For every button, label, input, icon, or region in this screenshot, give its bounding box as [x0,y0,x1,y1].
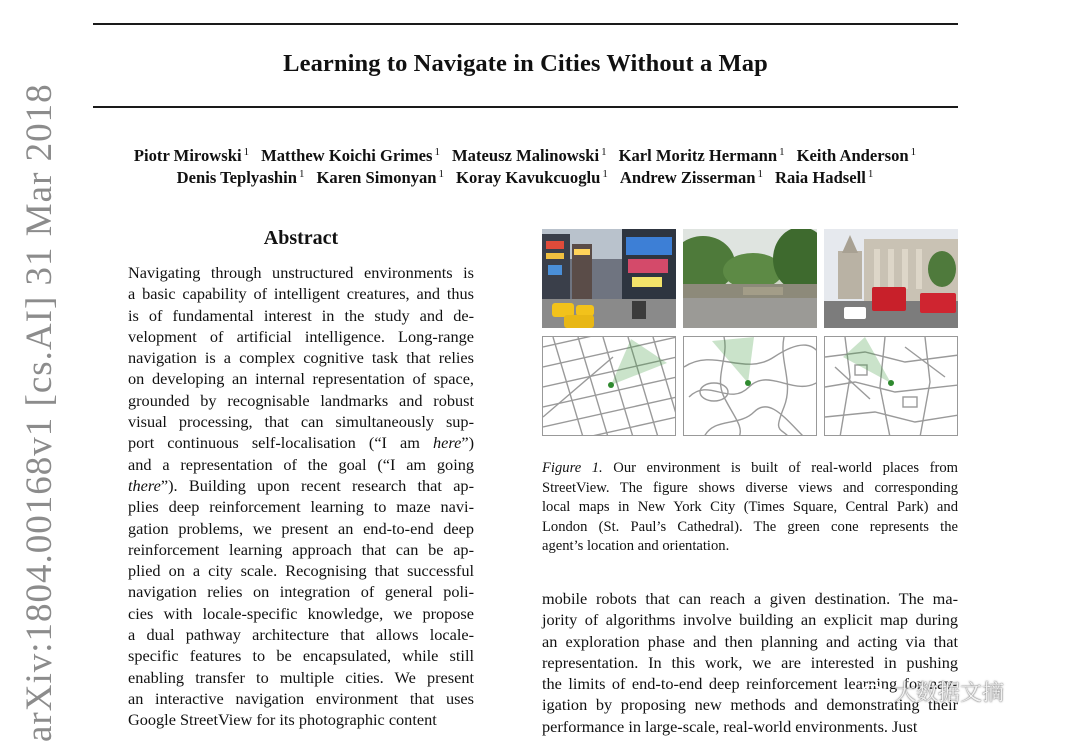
author-name [797,146,917,165]
text-line: a dual pathway architecture that allows locale- [128,625,474,645]
caption-line [542,459,958,479]
text-line: plied on a city scale. Recognising that successful [128,561,474,581]
text-line: visual processing, that can simultaneously sup- [128,412,474,432]
text-line: navigation relies on integration of general poli- [128,582,474,602]
caption-line: agent’s location and orientation. [542,538,730,554]
times-square-photo [542,229,676,328]
author-name-text: Keith Anderson [796,146,909,165]
author-name-text: Piotr Mirowski [133,146,242,165]
affiliation-marker: 1 [438,168,445,180]
caption-line: local maps in New York City (Times Square, Central Park) and [542,499,958,515]
top-rule [93,23,958,25]
arxiv-identifier[interactable]: arXiv:1804.00168v1 [cs.AI] 31 Mar 2018 [19,83,60,742]
author-name-text: Andrew Zisserman [619,168,756,187]
text-line: and a representation of the goal (“I am going [128,454,474,474]
watermark-text: 大数据文摘 [894,681,1005,706]
text-line: enabling transfer to multiple cities. We present [128,667,474,687]
central-park-photo [683,229,817,328]
paper-title: Learning to Navigate in Cities Without a Map [283,50,768,77]
text-line: the limits of end-to-end deep reinforcement learning for nav- [542,674,958,694]
times-square-map [542,336,676,436]
central-park-map [683,336,817,436]
text-line: there”). Building upon recent research that ap- [128,475,474,495]
abstract-text [128,262,474,731]
wechat-watermark [862,676,1004,707]
affiliation-marker: 1 [434,146,441,158]
text-line: plies deep reinforcement learning to maze navi- [128,497,474,517]
author-name-text: Koray Kavukcuoglu [456,168,601,187]
text-line: on developing an internal representation of space, [128,369,474,389]
author-name-text: Denis Teplyashin [176,168,298,187]
text-line: is of fundamental interest in the study and de- [128,305,474,325]
affiliation-marker: 1 [602,168,608,180]
author-list-line-2 [60,168,990,188]
author-name-text: Karl Moritz Hermann [618,146,778,165]
figure-label: Figure 1. [542,460,603,476]
author-name [317,168,445,187]
affiliation-marker: 1 [243,146,250,158]
author-list-line-1 [60,146,990,166]
text-line: grounded by recognisable landmarks and robust [128,390,474,410]
body-text [542,588,958,737]
affiliation-marker: 1 [867,168,874,180]
affiliation-marker: 1 [779,146,785,158]
author-name [620,168,763,187]
author-name [261,146,440,165]
author-name [177,168,305,187]
text-line: jority of algorithms involve building an explicit map during [542,610,958,630]
caption-line: StreetView. The figure shows diverse views and corresponding [542,479,958,496]
figure-1-caption [542,459,958,557]
title-bottom-rule [93,106,958,108]
st-pauls-cathedral-photo [824,229,958,328]
text-line: Navigating through unstructured environments is [128,263,474,282]
author-name-text: Karen Simonyan [316,168,437,187]
text-line: Google StreetView for its photographic content [128,710,437,730]
text-line: representation. In this work, we are interested in pushing [542,652,958,672]
text-line: specific features to be encapsulated, while still [128,646,474,666]
affiliation-marker: 1 [299,168,305,180]
affiliation-marker: 1 [757,168,764,180]
author-name [456,168,608,187]
caption-line: London (St. Paul’s Cathedral). The green cone represents the [542,518,958,535]
author-name-text: Matthew Koichi Grimes [261,146,433,165]
affiliation-marker: 1 [910,146,917,158]
st-pauls-map [824,336,958,436]
author-name [134,146,249,165]
text-line: igation by proposing new methods and demonstrating their [542,695,958,715]
text-line: a basic capability of intelligent creatures, and thus [128,284,474,304]
text-line: reinforcement learning approach that can be ap- [128,539,474,559]
author-name-text: Mateusz Malinowski [452,146,600,165]
author-name [619,146,785,165]
text-line: an interactive navigation environment that uses [128,688,474,708]
text-line: navigation is a complex cognitive task that relies [128,348,474,368]
caption-text: Our environment is built of real-world places from [602,460,958,476]
text-line: velopment of artificial intelligence. Long-range [128,326,474,346]
text-line: gation problems, we present an end-to-end deep [128,518,474,538]
text-line: an exploration phase and then planning and acting via that [542,631,958,651]
text-line: performance in large-scale, real-world environments. Just [542,716,918,736]
author-name-text: Raia Hadsell [775,168,866,187]
author-name [775,168,873,187]
text-line: cies with locale-specific knowledge, we propose [128,603,474,623]
text-line: port continuous self-localisation (“I am here”) [128,433,474,453]
author-name [452,146,607,165]
text-line: mobile robots that can reach a given destination. The ma- [542,589,958,608]
wechat-icon [862,683,890,703]
affiliation-marker: 1 [601,146,607,158]
abstract-heading: Abstract [263,227,339,249]
